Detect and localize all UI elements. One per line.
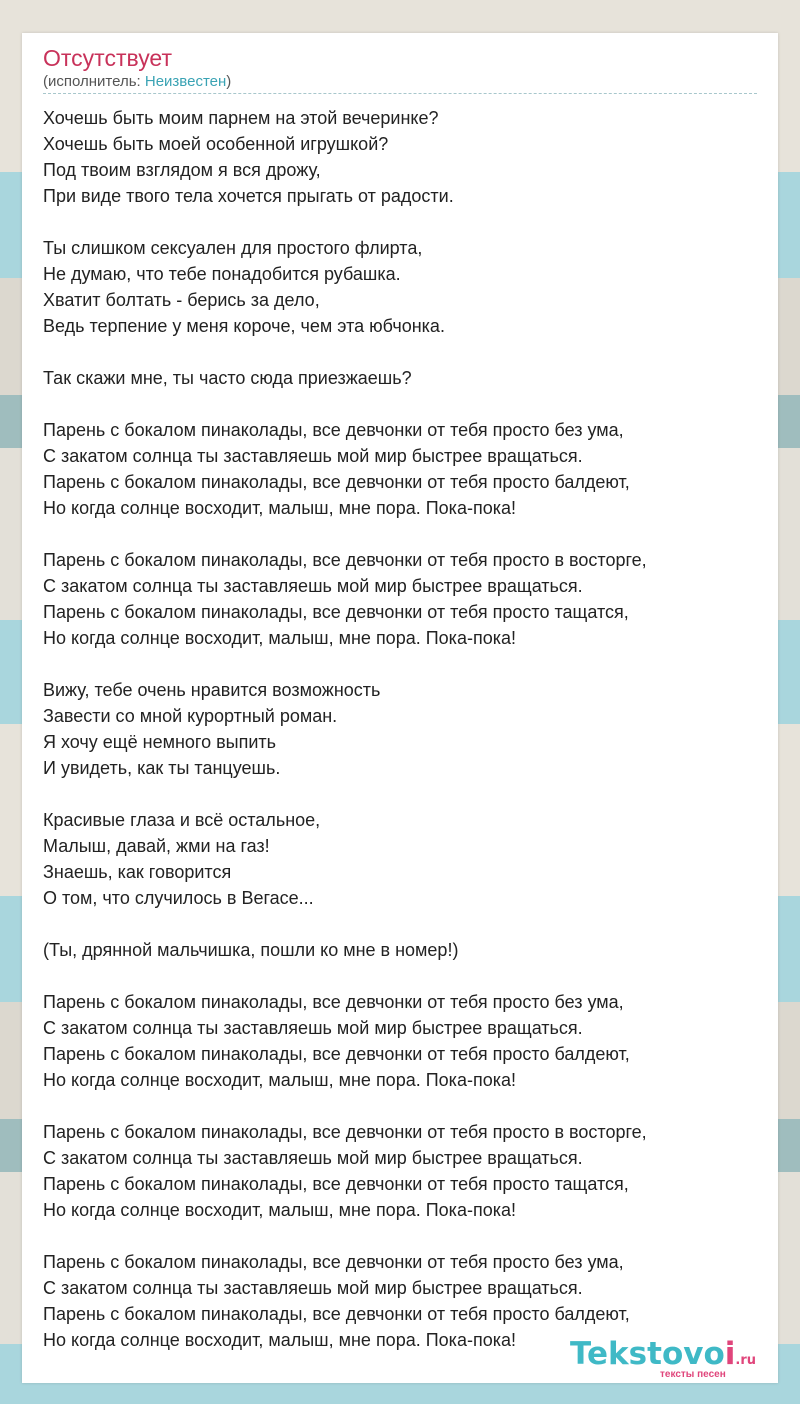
lyric-line: Красивые глаза и всё остальное, [43, 810, 321, 830]
lyric-line: Не думаю, что тебе понадобится рубашка. [43, 264, 401, 284]
title-divider [43, 93, 757, 94]
lyric-line: Но когда солнце восходит, малыш, мне пора. Пока-пока! [43, 1330, 516, 1350]
lyric-line: Парень с бокалом пинаколады, все девчонки от тебя просто без ума, [43, 1252, 624, 1272]
stanza-break [43, 963, 763, 989]
lyric-line: Хочешь быть моим парнем на этой вечеринке? [43, 108, 439, 128]
lyric-line: Парень с бокалом пинаколады, все девчонки от тебя просто балдеют, [43, 1044, 630, 1064]
lyric-line: Вижу, тебе очень нравится возможность [43, 680, 381, 700]
lyric-line: Парень с бокалом пинаколады, все девчонки от тебя просто без ума, [43, 420, 624, 440]
site-logo[interactable] [570, 1336, 780, 1380]
lyric-line: Завести со мной курортный роман. [43, 706, 338, 726]
lyric-line: Ты слишком сексуален для простого флирта, [43, 238, 423, 258]
lyric-line: Но когда солнце восходит, малыш, мне пора. Пока-пока! [43, 498, 516, 518]
lyric-line: О том, что случилось в Вегасе... [43, 888, 314, 908]
lyric-line: С закатом солнца ты заставляешь мой мир быстрее вращаться. [43, 1148, 583, 1168]
lyric-line: С закатом солнца ты заставляешь мой мир быстрее вращаться. [43, 1278, 583, 1298]
lyric-line: С закатом солнца ты заставляешь мой мир быстрее вращаться. [43, 1018, 583, 1038]
lyric-line: Парень с бокалом пинаколады, все девчонки от тебя просто тащатся, [43, 602, 629, 622]
lyric-line: Парень с бокалом пинаколады, все девчонки от тебя просто в восторге, [43, 1122, 647, 1142]
lyrics-text [43, 105, 763, 1353]
artist-link[interactable]: Неизвестен [144, 73, 227, 90]
lyric-line: Хочешь быть моей особенной игрушкой? [43, 134, 389, 154]
lyric-line: При виде твого тела хочется прыгать от радости. [43, 186, 454, 206]
lyric-line: Знаешь, как говорится [43, 862, 232, 882]
lyric-line: Хватит болтать - берись за дело, [43, 290, 320, 310]
lyric-line: Но когда солнце восходит, малыш, мне пора. Пока-пока! [43, 1070, 516, 1090]
stanza-break [43, 1093, 763, 1119]
lyric-line: Парень с бокалом пинаколады, все девчонки от тебя просто балдеют, [43, 1304, 630, 1324]
artist-suffix: ) [226, 73, 232, 90]
lyric-line: Малыш, давай, жми на газ! [43, 836, 270, 856]
logo-tagline: тексты песен [660, 1369, 726, 1380]
lyric-line: Но когда солнце восходит, малыш, мне пора. Пока-пока! [43, 1200, 516, 1220]
lyric-line: И увидеть, как ты танцуешь. [43, 758, 281, 778]
lyric-line: Под твоим взглядом я вся дрожу, [43, 160, 321, 180]
lyric-line: Парень с бокалом пинаколады, все девчонки от тебя просто в восторге, [43, 550, 647, 570]
logo-tld: .ru [735, 1353, 756, 1368]
song-title: Отсутствует [43, 45, 172, 71]
stanza-break [43, 521, 763, 547]
lyric-line: С закатом солнца ты заставляешь мой мир быстрее вращаться. [43, 446, 583, 466]
lyric-line: С закатом солнца ты заставляешь мой мир быстрее вращаться. [43, 576, 583, 596]
stanza-break [43, 781, 763, 807]
lyrics-card [22, 33, 778, 1383]
stanza-break [43, 391, 763, 417]
logo-brand-start: Tekstovo [570, 1336, 725, 1372]
lyric-line: Парень с бокалом пинаколады, все девчонки от тебя просто балдеют, [43, 472, 630, 492]
artist-line [43, 73, 231, 91]
stanza-break [43, 1223, 763, 1249]
stanza-break [43, 651, 763, 677]
stanza-break [43, 209, 763, 235]
stanza-break [43, 339, 763, 365]
lyric-line: Парень с бокалом пинаколады, все девчонки от тебя просто без ума, [43, 992, 624, 1012]
lyric-line: Но когда солнце восходит, малыш, мне пора. Пока-пока! [43, 628, 516, 648]
logo-brand-dot: i [724, 1336, 736, 1372]
stanza-break [43, 911, 763, 937]
lyric-line: Парень с бокалом пинаколады, все девчонки от тебя просто тащатся, [43, 1174, 629, 1194]
lyric-line: Так скажи мне, ты часто сюда приезжаешь? [43, 368, 412, 388]
lyric-line: Ведь терпение у меня короче, чем эта юбчонка. [43, 316, 445, 336]
lyric-line: (Ты, дрянной мальчишка, пошли ко мне в номер!) [43, 940, 459, 960]
lyric-line: Я хочу ещё немного выпить [43, 732, 277, 752]
artist-prefix: (исполнитель: [43, 73, 145, 90]
